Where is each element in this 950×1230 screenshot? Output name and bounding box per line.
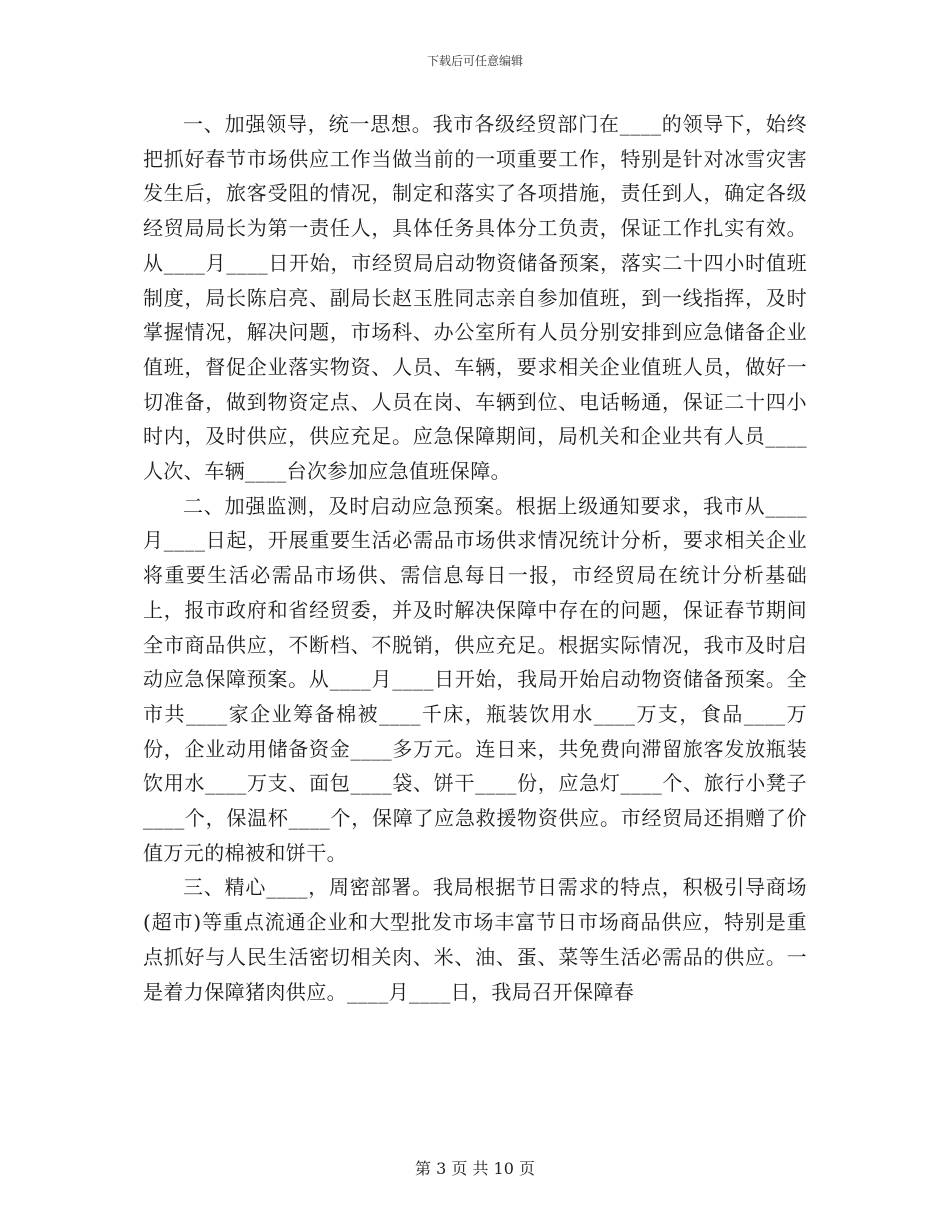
paragraph-3: 三、精心____，周密部署。我局根据节日需求的特点，积极引导商场(超市)等重点流通企业和大型批发市场丰富节日市场商品供应，特别是重点抓好与人民生活密切相关肉、米、油、蛋、菜等生活必需品的供应。一是着力保障猪肉供应。____月____日，我局召开保障春 (143, 875, 807, 1004)
paragraph-2: 二、加强监测，及时启动应急预案。根据上级通知要求，我市从____月____日起，开展重要生活必需品市场供求情况统计分析，要求相关企业将重要生活必需品市场供、需信息每日一报，市经贸局在统计分析基础上，报市政府和省经贸委，并及时解决保障中存在的问题，保证春节期间全市商品供应，不断档、不脱销，供应充足。根据实际情况，我市及时启动应急保障预案。从____月____日开始，我局开始启动物资储备预案。全市共____家企业筹备棉被____千床，瓶装饮用水____万支，食品____万份，企业动用储备资金____多万元。连日来，共免费向滞留旅客发放瓶装饮用水____万支、面包____袋、饼干____份，应急灯____个、旅行小凳子____个，保温杯____个，保障了应急救援物资供应。市经贸局还捐赠了价值万元的棉被和饼干。 (143, 493, 807, 865)
page-number: 第 3 页 共 10 页 (415, 1159, 535, 1178)
paragraph-1: 一、加强领导，统一思想。我市各级经贸部门在____的领导下，始终把抓好春节市场供应工作当做当前的一项重要工作，特别是针对冰雪灾害发生后，旅客受阻的情况，制定和落实了各项措施，责任到人，确定各级经贸局局长为第一责任人，具体任务具体分工负责，保证工作扎实有效。从____月____日开始，市经贸局启动物资储备预案，落实二十四小时值班制度，局长陈启亮、副局长赵玉胜同志亲自参加值班，到一线指挥，及时掌握情况，解决问题，市场科、办公室所有人员分别安排到应急储备企业值班，督促企业落实物资、人员、车辆，要求相关企业值班人员，做好一切准备，做到物资定点、人员在岗、车辆到位、电话畅通，保证二十四小时内，及时供应，供应充足。应急保障期间，局机关和企业共有人员____人次、车辆____台次参加应急值班保障。 (143, 112, 807, 484)
document-body (143, 107, 807, 1009)
page-header-note: 下载后可任意编辑 (426, 54, 523, 68)
